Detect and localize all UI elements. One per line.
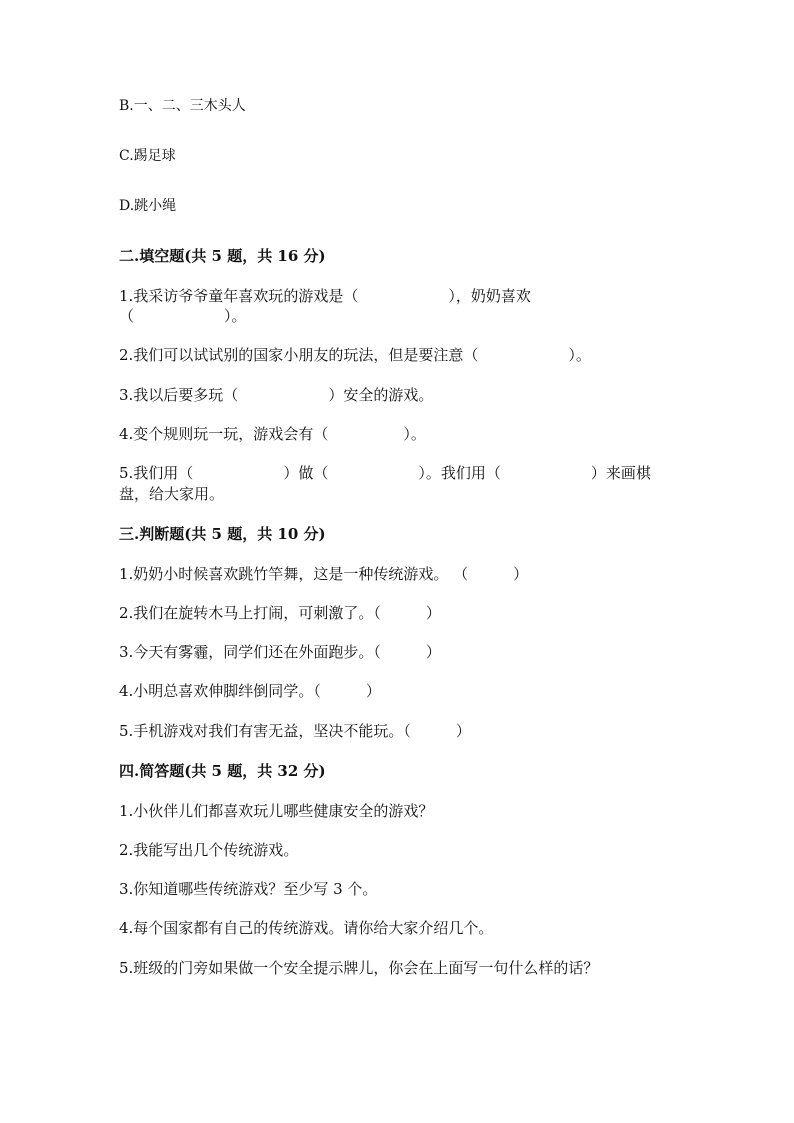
short-question-4: 4.每个国家都有自己的传统游戏。请你给大家介绍几个。 bbox=[119, 919, 494, 937]
judge-question-3: 3.今天有雾霾，同学们还在外面跑步。（ ） bbox=[119, 643, 441, 661]
option-b: B.一、二、三木头人 bbox=[119, 98, 246, 114]
fill-question-1: 1.我采访爷爷童年喜欢玩的游戏是（ ），奶奶喜欢 bbox=[119, 287, 531, 305]
judge-question-2: 2.我们在旋转木马上打闹，可刺激了。（ ） bbox=[119, 604, 441, 622]
fill-question-5-cont: 盘，给大家用。 bbox=[119, 485, 225, 503]
option-d: D.跳小绳 bbox=[119, 198, 177, 214]
fill-question-5: 5.我们用（ ）做（ ）。我们用（ ）来画棋 bbox=[119, 464, 651, 482]
option-c: C.踢足球 bbox=[119, 148, 176, 164]
fill-question-1-cont: （ ）。 bbox=[119, 307, 247, 325]
short-question-5: 5.班级的门旁如果做一个安全提示牌儿，你会在上面写一句什么样的话？ bbox=[119, 959, 599, 977]
judge-question-1: 1.奶奶小时候喜欢跳竹竿舞，这是一种传统游戏。 （ ） bbox=[119, 565, 529, 583]
short-question-1: 1.小伙伴儿们都喜欢玩儿哪些健康安全的游戏？ bbox=[119, 802, 434, 820]
short-question-2: 2.我能写出几个传统游戏。 bbox=[119, 841, 299, 859]
judge-question-4: 4.小明总喜欢伸脚绊倒同学。（ ） bbox=[119, 682, 381, 700]
section-fill-title: 二.填空题(共 5 题，共 16 分) bbox=[119, 247, 326, 265]
short-question-3: 3.你知道哪些传统游戏？至少写 3 个。 bbox=[119, 880, 378, 898]
fill-question-2: 2.我们可以试试别的国家小朋友的玩法，但是要注意（ ）。 bbox=[119, 346, 591, 364]
section-short-title: 四.简答题(共 5 题，共 32 分) bbox=[119, 762, 326, 780]
judge-question-5: 5.手机游戏对我们有害无益，坚决不能玩。（ ） bbox=[119, 722, 471, 740]
section-judge-title: 三.判断题(共 5 题，共 10 分) bbox=[119, 525, 326, 543]
fill-question-4: 4.变个规则玩一玩，游戏会有（ ）。 bbox=[119, 425, 426, 443]
fill-question-3: 3.我以后要多玩（ ）安全的游戏。 bbox=[119, 386, 434, 404]
